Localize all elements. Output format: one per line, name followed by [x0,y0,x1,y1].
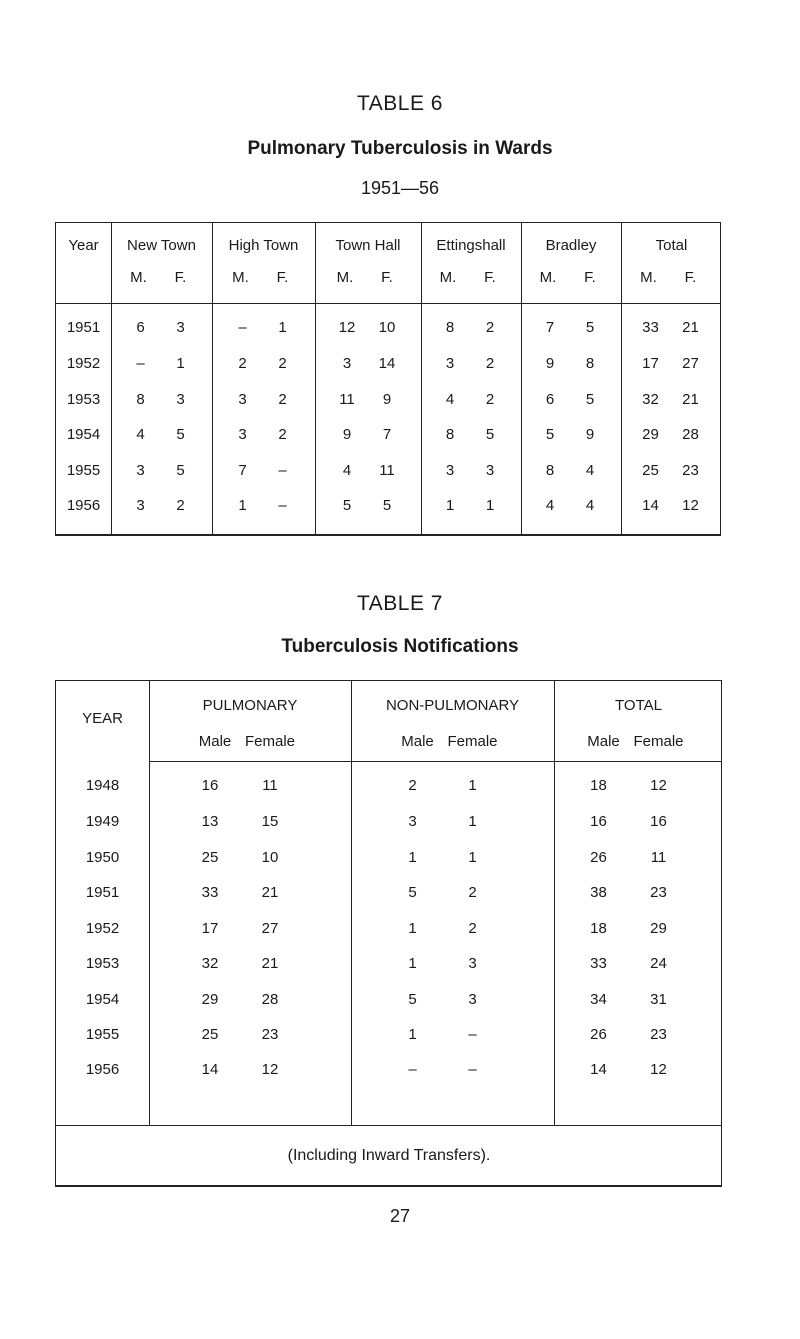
female-value: 10 [378,319,396,336]
male-value: 5 [342,497,352,514]
footer-divider [56,1125,722,1126]
female-value: 2 [468,884,477,901]
year-cell: 1952 [85,920,120,937]
male-value: 26 [590,1026,607,1043]
male-value: 7 [545,319,555,336]
male-value: 2 [408,777,417,794]
year-cell: 1952 [66,355,101,372]
female-value: 5 [176,426,185,443]
table7 [55,680,722,1187]
column-divider [554,681,555,1125]
female-value: 1 [468,849,477,866]
sex-header-f: F. [584,269,596,286]
male-value: 34 [590,991,607,1008]
male-value: 3 [445,462,455,479]
ward-header: High Town [228,237,299,254]
sex-header-f: F. [174,269,187,286]
male-value: 4 [445,391,455,408]
male-value: – [136,355,145,372]
male-header: Male [198,733,232,750]
column-divider [212,223,213,534]
male-value: 14 [642,497,659,514]
female-value: 2 [278,391,287,408]
male-value: 3 [136,462,145,479]
male-value: 4 [342,462,352,479]
table7-title: TABLE 7 [357,592,443,615]
male-value: 3 [238,391,247,408]
female-value: 3 [176,319,185,336]
male-value: 6 [545,391,555,408]
female-value: 2 [278,426,287,443]
female-value: 2 [485,391,495,408]
male-value: – [238,319,247,336]
female-value: – [278,462,287,479]
male-value: 25 [642,462,659,479]
female-value: 16 [650,813,667,830]
header-divider [56,303,720,304]
page-number: 27 [389,1206,411,1226]
male-value: 2 [238,355,247,372]
male-value: 14 [590,1061,607,1078]
female-header: Female [244,733,296,750]
column-divider [111,223,112,534]
male-value: 3 [445,355,455,372]
male-value: 18 [590,920,607,937]
female-value: 10 [261,849,279,866]
group-header: PULMONARY [202,697,298,714]
female-value: 1 [278,319,287,336]
female-value: 1 [176,355,185,372]
ward-header: Bradley [545,237,597,254]
female-header: Female [633,733,684,750]
year-header: Year [68,237,99,254]
male-value: 33 [642,319,659,336]
female-value: – [278,497,287,514]
female-value: 8 [585,355,595,372]
female-value: 23 [682,462,699,479]
female-value: 27 [682,355,699,372]
female-value: 2 [468,920,477,937]
year-cell: 1953 [85,955,120,972]
ward-header: Total [655,237,688,254]
sex-header-f: F. [684,269,697,286]
group-header: NON-PULMONARY [385,697,520,714]
male-value: 1 [238,497,247,514]
sex-header-m: M. [130,269,147,286]
male-header: Male [587,733,620,750]
female-value: 4 [585,462,595,479]
male-value: 18 [590,777,607,794]
male-value: 8 [445,426,455,443]
male-value: 1 [408,920,417,937]
female-value: 24 [650,955,667,972]
ward-header: New Town [127,237,196,254]
sex-header-m: M. [640,269,657,286]
sex-header-m: M. [232,269,249,286]
female-value: 23 [650,1026,667,1043]
female-value: 9 [585,426,595,443]
sex-header-m: M. [539,269,557,286]
year-cell: 1948 [85,777,120,794]
male-value: 5 [408,991,417,1008]
female-value: 11 [379,462,395,479]
male-value: – [408,1061,417,1078]
female-value: 28 [682,426,699,443]
male-value: 7 [238,462,247,479]
female-value: 11 [262,777,278,794]
sex-header-m: M. [439,269,457,286]
female-value: 3 [176,391,185,408]
ward-header: Town Hall [335,237,401,254]
column-divider [351,681,352,1125]
female-value: 1 [468,777,477,794]
female-value: 9 [382,391,392,408]
male-value: 25 [201,1026,219,1043]
male-value: 1 [445,497,455,514]
year-cell: 1953 [66,391,101,408]
female-value: 14 [378,355,396,372]
table7-subtitle: Tuberculosis Notifications [281,636,519,657]
male-value: 13 [201,813,219,830]
male-value: 9 [342,426,352,443]
female-value: 21 [261,955,279,972]
female-value: 5 [585,391,595,408]
male-value: 4 [136,426,145,443]
female-value: 1 [468,813,477,830]
male-value: 5 [545,426,555,443]
female-value: 12 [650,777,667,794]
male-value: 12 [338,319,356,336]
male-value: 33 [201,884,219,901]
table6 [55,222,721,536]
female-value: – [468,1061,477,1078]
female-value: 12 [682,497,699,514]
female-value: 28 [261,991,279,1008]
table6-subtitle: Pulmonary Tuberculosis in Wards [247,138,553,159]
female-value: 5 [585,319,595,336]
male-value: 17 [642,355,659,372]
column-divider [421,223,422,534]
year-cell: 1951 [85,884,120,901]
male-value: 1 [408,849,417,866]
female-value: 31 [650,991,667,1008]
year-cell: 1956 [66,497,101,514]
column-divider [149,681,150,1125]
female-value: 1 [485,497,495,514]
column-divider [621,223,622,534]
female-value: 2 [485,319,495,336]
male-value: 3 [136,497,145,514]
male-value: 9 [545,355,555,372]
male-value: 14 [201,1061,219,1078]
male-header: Male [401,733,434,750]
female-value: 5 [485,426,495,443]
male-value: 25 [201,849,219,866]
male-value: 17 [201,920,219,937]
ward-header: Ettingshall [436,237,506,254]
sex-header-f: F. [276,269,289,286]
column-divider [315,223,316,534]
female-value: 21 [682,391,699,408]
male-value: 8 [545,462,555,479]
female-value: 23 [261,1026,279,1043]
male-value: 11 [339,391,355,408]
female-value: 2 [278,355,287,372]
female-value: 12 [261,1061,279,1078]
year-cell: 1955 [66,462,101,479]
male-value: 32 [201,955,219,972]
male-value: 5 [408,884,417,901]
male-value: 16 [201,777,219,794]
year-cell: 1956 [85,1061,120,1078]
female-value: 3 [468,991,477,1008]
female-value: 21 [682,319,699,336]
female-value: 2 [176,497,185,514]
male-value: 29 [642,426,659,443]
header-divider [149,761,722,762]
female-value: 2 [485,355,495,372]
female-value: 29 [650,920,667,937]
sex-header-f: F. [484,269,496,286]
table6-years: 1951—56 [360,178,440,198]
male-value: 32 [642,391,659,408]
male-value: 6 [136,319,145,336]
male-value: 16 [590,813,607,830]
year-cell: 1949 [85,813,120,830]
female-value: 21 [261,884,279,901]
sex-header-f: F. [381,269,393,286]
female-value: 3 [468,955,477,972]
male-value: 33 [590,955,607,972]
female-value: 7 [382,426,392,443]
year-cell: 1954 [66,426,101,443]
sex-header-m: M. [336,269,354,286]
female-value: 11 [650,849,667,866]
footnote: (Including Inward Transfers). [287,1147,491,1164]
male-value: 1 [408,955,417,972]
female-header: Female [447,733,498,750]
male-value: 38 [590,884,607,901]
female-value: – [468,1026,477,1043]
year-cell: 1950 [85,849,120,866]
female-value: 27 [261,920,279,937]
male-value: 3 [408,813,417,830]
year-cell: 1955 [85,1026,120,1043]
male-value: 26 [590,849,607,866]
female-value: 5 [176,462,185,479]
male-value: 4 [545,497,555,514]
male-value: 3 [342,355,352,372]
female-value: 15 [261,813,279,830]
male-value: 1 [408,1026,417,1043]
year-cell: 1951 [66,319,101,336]
male-value: 3 [238,426,247,443]
male-value: 8 [445,319,455,336]
table6-title: TABLE 6 [357,92,443,115]
column-divider [521,223,522,534]
female-value: 3 [485,462,495,479]
female-value: 23 [650,884,667,901]
female-value: 5 [382,497,392,514]
female-value: 12 [650,1061,667,1078]
year-header: YEAR [82,710,123,727]
year-cell: 1954 [85,991,120,1008]
male-value: 29 [201,991,219,1008]
male-value: 8 [136,391,145,408]
group-header: TOTAL [615,697,662,714]
female-value: 4 [585,497,595,514]
